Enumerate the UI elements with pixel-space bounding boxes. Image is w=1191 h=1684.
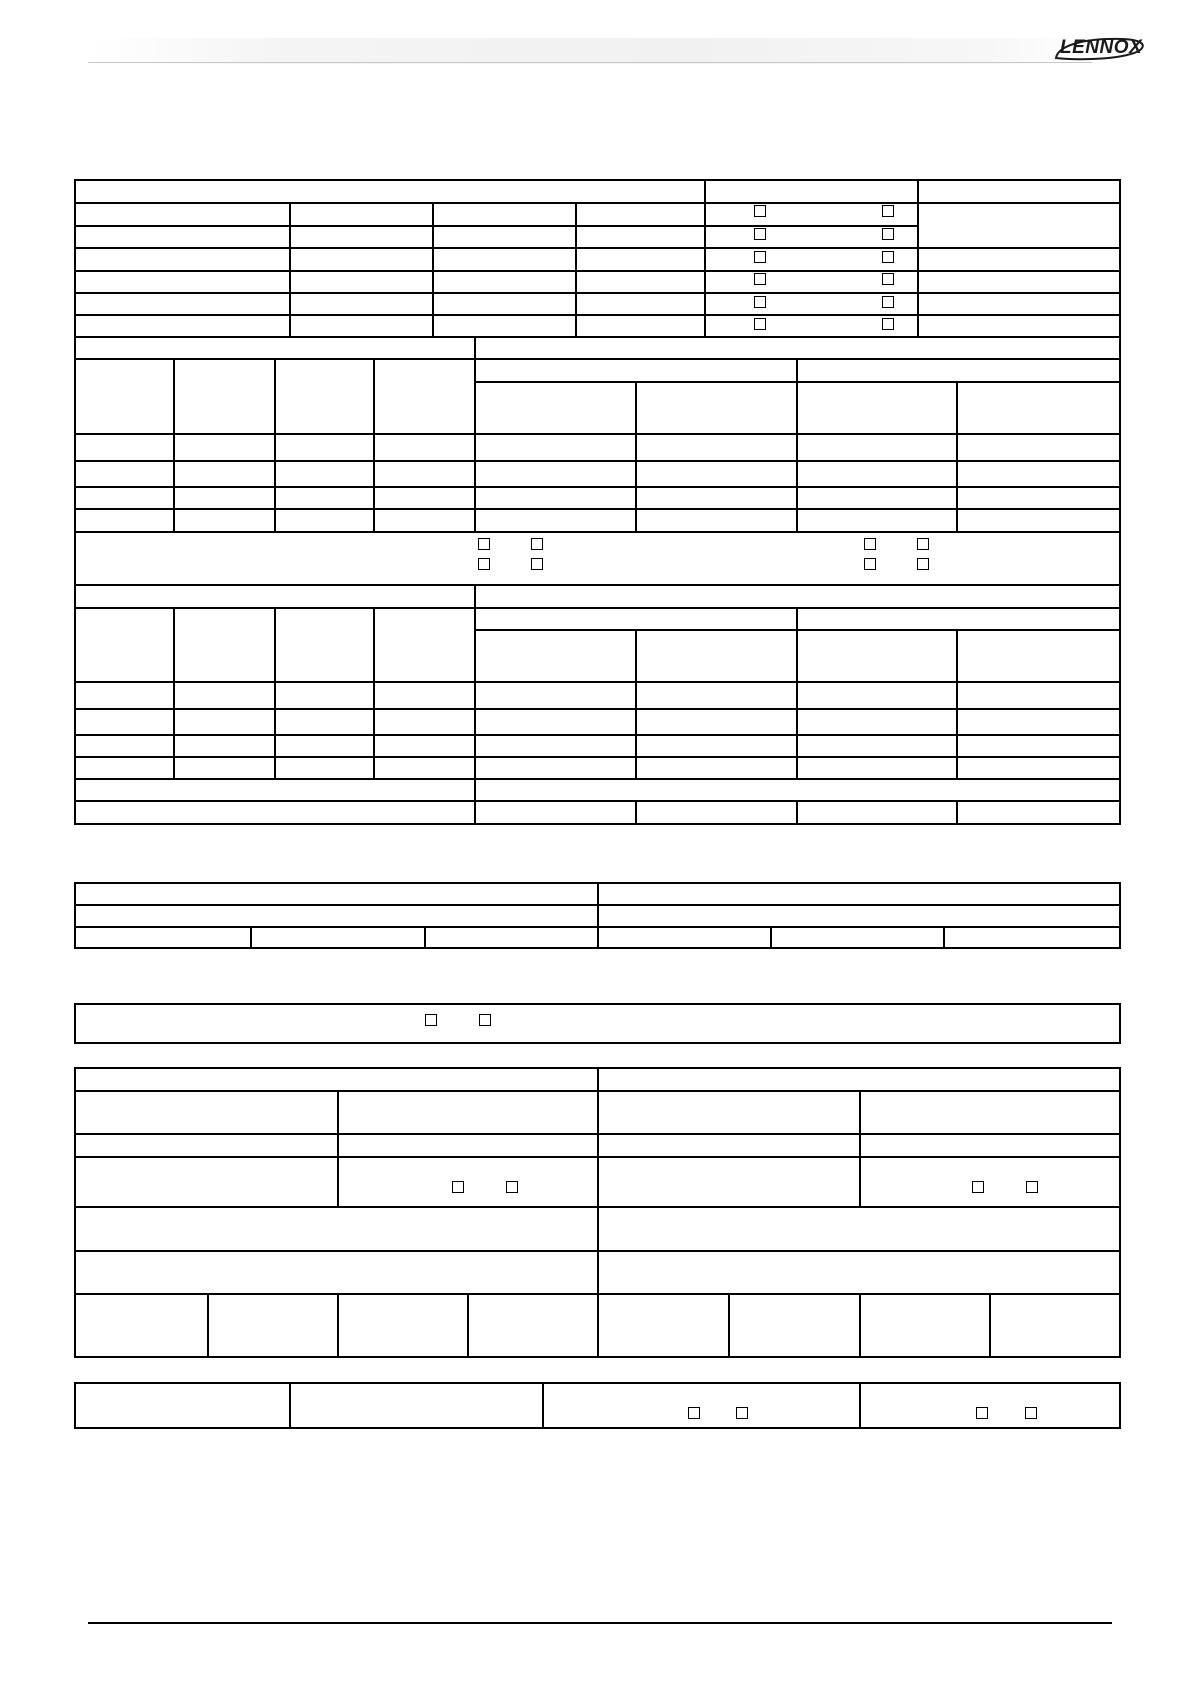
checkbox[interactable] [754,228,766,240]
checkbox[interactable] [425,1014,437,1026]
checkbox[interactable] [864,538,876,550]
checkbox[interactable] [882,205,894,217]
checkbox[interactable] [506,1181,518,1193]
checkbox[interactable] [882,318,894,330]
checkbox[interactable] [688,1407,700,1419]
checkbox[interactable] [478,558,490,570]
checkbox[interactable] [531,538,543,550]
footer-divider [88,1622,1112,1624]
brand-wordmark: LENNOX [1060,37,1143,58]
checkbox[interactable] [1025,1407,1037,1419]
checkbox[interactable] [972,1181,984,1193]
checkbox[interactable] [452,1181,464,1193]
checkbox[interactable] [754,205,766,217]
checkbox[interactable] [754,296,766,308]
checkbox[interactable] [882,296,894,308]
checkbox[interactable] [917,558,929,570]
checkbox[interactable] [882,273,894,285]
checkbox[interactable] [864,558,876,570]
checkbox[interactable] [479,1014,491,1026]
checkbox[interactable] [736,1407,748,1419]
checkbox[interactable] [882,251,894,263]
checkbox[interactable] [976,1407,988,1419]
checkbox[interactable] [531,558,543,570]
checkbox[interactable] [754,251,766,263]
checkbox[interactable] [882,228,894,240]
checkbox[interactable] [754,273,766,285]
checkbox[interactable] [917,538,929,550]
checkbox[interactable] [1026,1181,1038,1193]
checkbox[interactable] [478,538,490,550]
checkbox[interactable] [754,318,766,330]
